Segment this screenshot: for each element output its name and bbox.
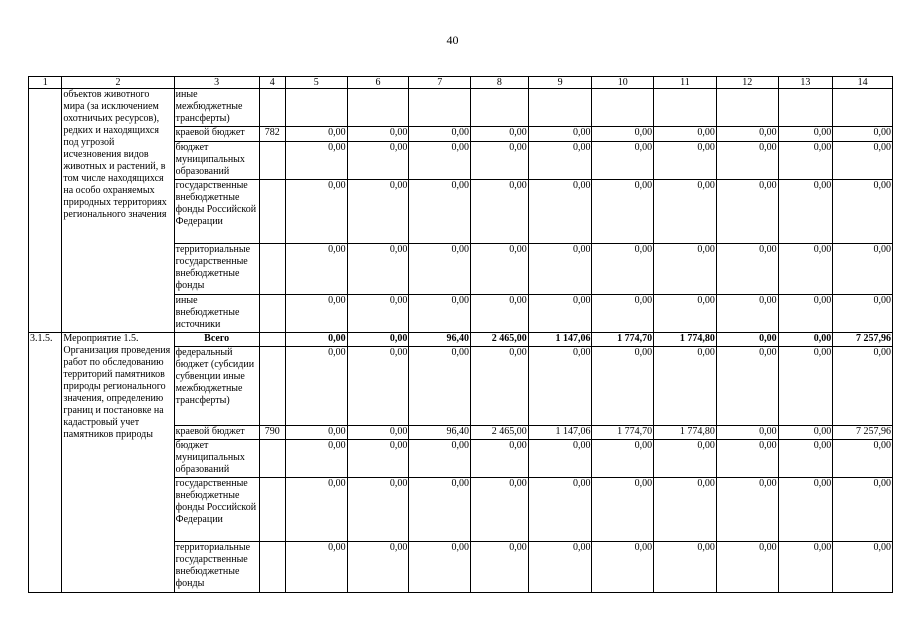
- value-cell: 0,00: [592, 244, 654, 295]
- value-cell: 0,00: [528, 295, 592, 333]
- value-cell: 0,00: [716, 180, 778, 244]
- value-cell: [716, 89, 778, 127]
- value-cell: 0,00: [471, 244, 529, 295]
- measure-description: Мероприятие 1.5. Организация проведения работ по обследованию территорий памятников природы регионального значения, определению границ и постановке на кадастровый учет памятников природы: [62, 333, 174, 593]
- value-cell: 0,00: [716, 542, 778, 593]
- value-cell: 0,00: [285, 127, 347, 142]
- header-row: [29, 77, 893, 89]
- value-cell: 0,00: [528, 542, 592, 593]
- value-cell: 0,00: [778, 542, 833, 593]
- value-cell: 0,00: [285, 244, 347, 295]
- value-cell: 0,00: [654, 347, 717, 426]
- value-cell: 0,00: [285, 440, 347, 478]
- value-cell: 1 774,80: [654, 426, 717, 440]
- value-cell: 0,00: [347, 426, 409, 440]
- header-cell: 8: [471, 77, 529, 89]
- value-cell: 0,00: [528, 244, 592, 295]
- value-cell: 0,00: [592, 127, 654, 142]
- value-cell: 0,00: [778, 127, 833, 142]
- value-cell: 0,00: [285, 180, 347, 244]
- value-cell: [409, 89, 471, 127]
- budget-code: [259, 347, 285, 426]
- value-cell: 0,00: [778, 333, 833, 347]
- value-cell: 0,00: [285, 542, 347, 593]
- value-cell: 0,00: [528, 142, 592, 180]
- funding-source: иные внебюджетные источники: [174, 295, 259, 333]
- value-cell: 7 257,96: [833, 426, 893, 440]
- value-cell: 0,00: [654, 542, 717, 593]
- value-cell: 0,00: [347, 478, 409, 542]
- header-cell: 13: [778, 77, 833, 89]
- value-cell: 0,00: [592, 180, 654, 244]
- budget-code: [259, 142, 285, 180]
- budget-code: [259, 440, 285, 478]
- value-cell: [471, 89, 529, 127]
- budget-code: [259, 244, 285, 295]
- value-cell: 0,00: [778, 478, 833, 542]
- value-cell: 0,00: [716, 333, 778, 347]
- funding-source: краевой бюджет: [174, 426, 259, 440]
- value-cell: 0,00: [592, 142, 654, 180]
- measure-description: объектов животного мира (за исключением охотничьих ресурсов), редких и находящихся под угрозой исчезновения видов животных и растений, в том числе находящихся на особо охраняемых природных территориях регионального значения: [62, 89, 174, 333]
- value-cell: 0,00: [778, 142, 833, 180]
- value-cell: 0,00: [471, 127, 529, 142]
- value-cell: 0,00: [409, 127, 471, 142]
- funding-source: федеральный бюджет (субсидии субвенции иные межбюджетные трансферты): [174, 347, 259, 426]
- budget-code: [259, 542, 285, 593]
- budget-code: [259, 180, 285, 244]
- value-cell: 0,00: [285, 295, 347, 333]
- value-cell: 0,00: [471, 142, 529, 180]
- value-cell: 0,00: [654, 244, 717, 295]
- value-cell: 0,00: [409, 347, 471, 426]
- value-cell: 0,00: [409, 180, 471, 244]
- value-cell: 0,00: [654, 295, 717, 333]
- value-cell: 1 147,06: [528, 333, 592, 347]
- value-cell: 0,00: [716, 127, 778, 142]
- value-cell: 0,00: [592, 295, 654, 333]
- value-cell: 0,00: [833, 440, 893, 478]
- header-cell: 4: [259, 77, 285, 89]
- value-cell: 7 257,96: [833, 333, 893, 347]
- value-cell: 0,00: [285, 333, 347, 347]
- header-cell: 3: [174, 77, 259, 89]
- row-number-cell: [29, 89, 62, 333]
- funding-source: территориальные государственные внебюджетные фонды: [174, 542, 259, 593]
- value-cell: 1 774,80: [654, 333, 717, 347]
- value-cell: 0,00: [471, 295, 529, 333]
- value-cell: 0,00: [778, 426, 833, 440]
- budget-table: [28, 76, 893, 593]
- value-cell: 0,00: [409, 244, 471, 295]
- value-cell: 0,00: [833, 142, 893, 180]
- value-cell: 0,00: [409, 440, 471, 478]
- budget-code: 790: [259, 426, 285, 440]
- value-cell: 0,00: [654, 127, 717, 142]
- value-cell: 1 774,70: [592, 333, 654, 347]
- value-cell: 0,00: [347, 542, 409, 593]
- value-cell: [259, 89, 285, 127]
- funding-source: территориальные государственные внебюджетные фонды: [174, 244, 259, 295]
- value-cell: [528, 89, 592, 127]
- value-cell: 0,00: [285, 426, 347, 440]
- header-cell: 7: [409, 77, 471, 89]
- budget-code: [259, 295, 285, 333]
- value-cell: 0,00: [716, 426, 778, 440]
- value-cell: [592, 89, 654, 127]
- value-cell: 0,00: [347, 333, 409, 347]
- value-cell: [833, 89, 893, 127]
- page-number: 40: [446, 33, 459, 47]
- value-cell: 0,00: [716, 478, 778, 542]
- value-cell: 0,00: [347, 347, 409, 426]
- funding-source: бюджет муниципальных образований: [174, 142, 259, 180]
- value-cell: 2 465,00: [471, 426, 529, 440]
- value-cell: 0,00: [716, 142, 778, 180]
- value-cell: 0,00: [409, 142, 471, 180]
- value-cell: 0,00: [592, 478, 654, 542]
- funding-source: Всего: [174, 333, 259, 347]
- value-cell: 0,00: [833, 295, 893, 333]
- value-cell: 96,40: [409, 426, 471, 440]
- value-cell: 0,00: [347, 142, 409, 180]
- value-cell: 1 147,06: [528, 426, 592, 440]
- value-cell: 0,00: [778, 295, 833, 333]
- value-cell: 0,00: [716, 295, 778, 333]
- value-cell: 2 465,00: [471, 333, 529, 347]
- header-cell: 6: [347, 77, 409, 89]
- funding-source: государственные внебюджетные фонды Российской Федерации: [174, 478, 259, 542]
- value-cell: 0,00: [778, 244, 833, 295]
- value-cell: 0,00: [592, 542, 654, 593]
- value-cell: 0,00: [409, 542, 471, 593]
- value-cell: 0,00: [716, 244, 778, 295]
- value-cell: 0,00: [833, 478, 893, 542]
- value-cell: 0,00: [654, 180, 717, 244]
- funding-source: государственные внебюджетные фонды Российской Федерации: [174, 180, 259, 244]
- value-cell: 0,00: [285, 478, 347, 542]
- value-cell: 0,00: [654, 478, 717, 542]
- value-cell: 0,00: [592, 347, 654, 426]
- table-row: [29, 333, 893, 347]
- value-cell: 0,00: [528, 440, 592, 478]
- value-cell: 0,00: [285, 347, 347, 426]
- funding-source: краевой бюджет: [174, 127, 259, 142]
- value-cell: 0,00: [347, 440, 409, 478]
- value-cell: 0,00: [833, 347, 893, 426]
- value-cell: 0,00: [528, 347, 592, 426]
- header-cell: 12: [716, 77, 778, 89]
- value-cell: 0,00: [471, 440, 529, 478]
- value-cell: 0,00: [471, 347, 529, 426]
- value-cell: 0,00: [778, 440, 833, 478]
- funding-source: иные межбюджетные трансферты): [174, 89, 259, 127]
- value-cell: 96,40: [409, 333, 471, 347]
- value-cell: [347, 89, 409, 127]
- table-row: [29, 89, 893, 127]
- budget-code: 782: [259, 127, 285, 142]
- header-cell: 2: [62, 77, 174, 89]
- value-cell: 0,00: [347, 180, 409, 244]
- value-cell: 0,00: [471, 478, 529, 542]
- value-cell: 0,00: [592, 440, 654, 478]
- value-cell: 0,00: [528, 478, 592, 542]
- header-cell: 11: [654, 77, 717, 89]
- value-cell: 0,00: [833, 180, 893, 244]
- value-cell: 0,00: [471, 542, 529, 593]
- value-cell: [778, 89, 833, 127]
- header-cell: 9: [528, 77, 592, 89]
- funding-source: бюджет муниципальных образований: [174, 440, 259, 478]
- value-cell: 0,00: [778, 180, 833, 244]
- value-cell: 0,00: [654, 440, 717, 478]
- budget-code: [259, 333, 285, 347]
- value-cell: 0,00: [716, 440, 778, 478]
- value-cell: 0,00: [528, 127, 592, 142]
- value-cell: 0,00: [285, 142, 347, 180]
- header-cell: 1: [29, 77, 62, 89]
- header-cell: 14: [833, 77, 893, 89]
- value-cell: [654, 89, 717, 127]
- value-cell: 0,00: [654, 142, 717, 180]
- header-cell: 5: [285, 77, 347, 89]
- value-cell: 0,00: [833, 244, 893, 295]
- value-cell: 0,00: [716, 347, 778, 426]
- value-cell: 0,00: [347, 244, 409, 295]
- value-cell: 0,00: [833, 127, 893, 142]
- row-number-cell: 3.1.5.: [29, 333, 62, 593]
- value-cell: 1 774,70: [592, 426, 654, 440]
- header-cell: 10: [592, 77, 654, 89]
- value-cell: 0,00: [833, 542, 893, 593]
- value-cell: 0,00: [471, 180, 529, 244]
- value-cell: 0,00: [347, 295, 409, 333]
- value-cell: [285, 89, 347, 127]
- value-cell: 0,00: [528, 180, 592, 244]
- value-cell: 0,00: [409, 478, 471, 542]
- value-cell: 0,00: [347, 127, 409, 142]
- value-cell: 0,00: [778, 347, 833, 426]
- value-cell: 0,00: [409, 295, 471, 333]
- budget-code: [259, 478, 285, 542]
